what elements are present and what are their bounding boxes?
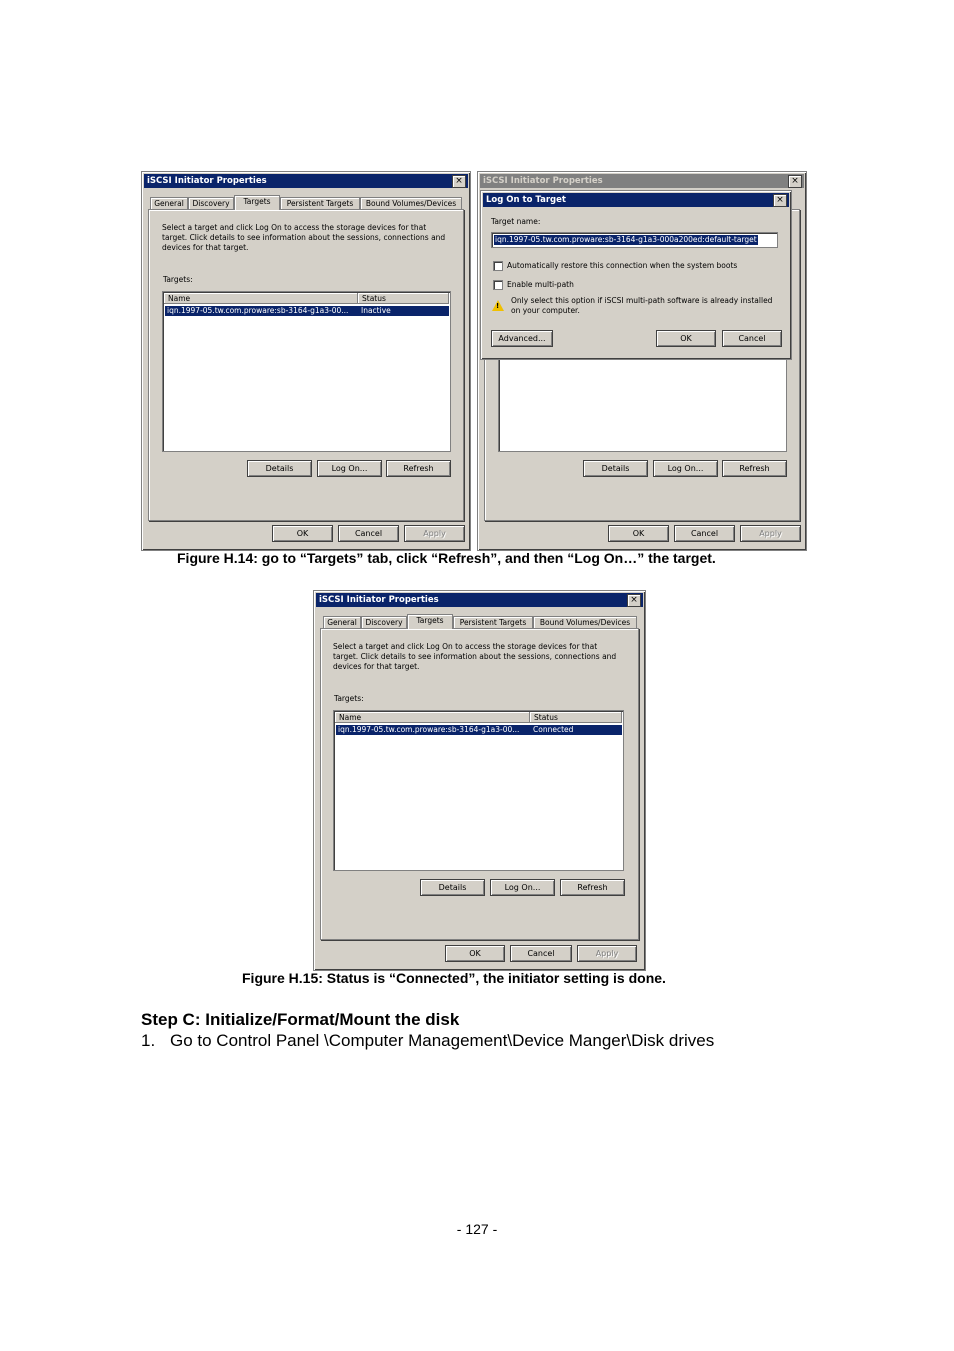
iscsi-properties-dialog-connected <box>313 590 646 971</box>
dialog-title: iSCSI Initiator Properties <box>483 176 603 186</box>
row-status: Inactive <box>361 306 391 315</box>
close-icon[interactable]: × <box>773 194 787 207</box>
dialog-title: iSCSI Initiator Properties <box>147 176 267 186</box>
tab-discovery[interactable]: Discovery <box>188 197 234 209</box>
tab-bound-volumes[interactable]: Bound Volumes/Devices <box>360 197 462 209</box>
column-header-status[interactable]: Status <box>358 293 449 304</box>
targets-panel <box>320 628 639 940</box>
warning-line-2: on your computer. <box>511 306 580 315</box>
tab-persistent-targets[interactable]: Persistent Targets <box>280 197 360 209</box>
targets-label: Targets: <box>163 275 193 284</box>
ok-button[interactable]: OK <box>272 525 333 542</box>
targets-label: Targets: <box>334 694 364 703</box>
cancel-button[interactable]: Cancel <box>510 945 572 962</box>
close-icon[interactable]: × <box>452 175 466 188</box>
page-number: - 127 - <box>456 1221 498 1237</box>
dialog-title-bar[interactable] <box>144 174 468 188</box>
cancel-button[interactable]: Cancel <box>338 525 399 542</box>
tab-targets[interactable]: Targets <box>407 614 453 629</box>
description-line-3: devices for that target. <box>333 662 420 671</box>
cancel-button[interactable]: Cancel <box>674 525 735 542</box>
figure-h15-caption: Figure H.15: Status is “Connected”, the initiator setting is done. <box>242 970 666 986</box>
refresh-button[interactable]: Refresh <box>560 879 625 896</box>
advanced-button[interactable]: Advanced... <box>491 330 553 347</box>
description-line-1: Select a target and click Log On to access the storage devices for that <box>333 642 598 651</box>
close-icon[interactable]: × <box>788 175 802 188</box>
dialog-title: iSCSI Initiator Properties <box>319 595 439 605</box>
logon-button[interactable]: Log On... <box>490 879 555 896</box>
column-header-name[interactable]: Name <box>164 293 358 304</box>
tab-general[interactable]: General <box>323 616 361 628</box>
details-button[interactable]: Details <box>420 879 485 896</box>
refresh-button[interactable]: Refresh <box>722 460 787 477</box>
logon-ok-button[interactable]: OK <box>656 330 716 347</box>
ok-button[interactable]: OK <box>445 945 505 962</box>
step-item-number: 1. <box>141 1031 156 1050</box>
description-line-2: target. Click details to see information about the sessions, connections and <box>333 652 617 661</box>
details-button[interactable]: Details <box>583 460 648 477</box>
targets-list[interactable] <box>333 710 624 871</box>
logon-button[interactable]: Log On... <box>317 460 382 477</box>
apply-button[interactable]: Apply <box>577 945 637 962</box>
auto-restore-label: Automatically restore this connection when the system boots <box>507 261 738 270</box>
logon-dialog-title-bar[interactable] <box>483 193 789 207</box>
refresh-button[interactable]: Refresh <box>386 460 451 477</box>
tab-discovery[interactable]: Discovery <box>361 616 407 628</box>
logon-to-target-dialog <box>480 190 792 360</box>
row-status: Connected <box>533 725 574 734</box>
column-header-status[interactable]: Status <box>530 712 622 723</box>
table-row[interactable] <box>165 306 449 316</box>
apply-button[interactable]: Apply <box>740 525 801 542</box>
row-target-name: iqn.1997-05.tw.com.proware:sb-3164-g1a3-00... <box>167 306 349 315</box>
step-item-text: Go to Control Panel \Computer Management\Device Manger\Disk drives <box>170 1031 715 1050</box>
iscsi-properties-dialog-left <box>141 171 471 551</box>
description-line-1: Select a target and click Log On to access the storage devices for that <box>162 223 427 232</box>
step-heading: Step C: Initialize/Format/Mount the disk <box>141 1010 460 1029</box>
target-name-field[interactable] <box>491 232 778 248</box>
table-row[interactable] <box>336 725 622 735</box>
row-target-name: iqn.1997-05.tw.com.proware:sb-3164-g1a3-00... <box>338 725 520 734</box>
description-line-3: devices for that target. <box>162 243 249 252</box>
auto-restore-checkbox[interactable] <box>493 261 503 271</box>
tab-bound-volumes[interactable]: Bound Volumes/Devices <box>533 616 637 628</box>
warning-icon: ! <box>492 300 504 311</box>
logon-dialog-title: Log On to Target <box>486 195 566 205</box>
warning-line-1: Only select this option if iSCSI multi-path software is already installed <box>511 296 773 305</box>
figure-h14-caption: Figure H.14: go to “Targets” tab, click “Refresh”, and then “Log On…” the target. <box>177 550 716 566</box>
targets-list[interactable] <box>162 291 451 452</box>
target-name-label: Target name: <box>491 217 541 226</box>
dialog-title-bar-inactive[interactable] <box>480 174 804 188</box>
description-line-2: target. Click details to see information about the sessions, connections and <box>162 233 446 242</box>
multipath-label: Enable multi-path <box>507 280 574 289</box>
tab-general[interactable]: General <box>150 197 188 209</box>
targets-panel <box>148 209 464 521</box>
target-name-value: iqn.1997-05.tw.com.proware:sb-3164-g1a3-000a200ed:default-target <box>495 235 757 244</box>
details-button[interactable]: Details <box>247 460 312 477</box>
logon-cancel-button[interactable]: Cancel <box>722 330 782 347</box>
dialog-title-bar[interactable] <box>316 593 643 607</box>
iscsi-properties-dialog-right <box>477 171 807 551</box>
logon-button[interactable]: Log On... <box>653 460 718 477</box>
ok-button[interactable]: OK <box>608 525 669 542</box>
apply-button[interactable]: Apply <box>404 525 465 542</box>
multipath-checkbox[interactable] <box>493 280 503 290</box>
column-header-name[interactable]: Name <box>335 712 530 723</box>
tab-persistent-targets[interactable]: Persistent Targets <box>453 616 533 628</box>
close-icon[interactable]: × <box>627 594 641 607</box>
tab-targets[interactable]: Targets <box>234 195 280 210</box>
